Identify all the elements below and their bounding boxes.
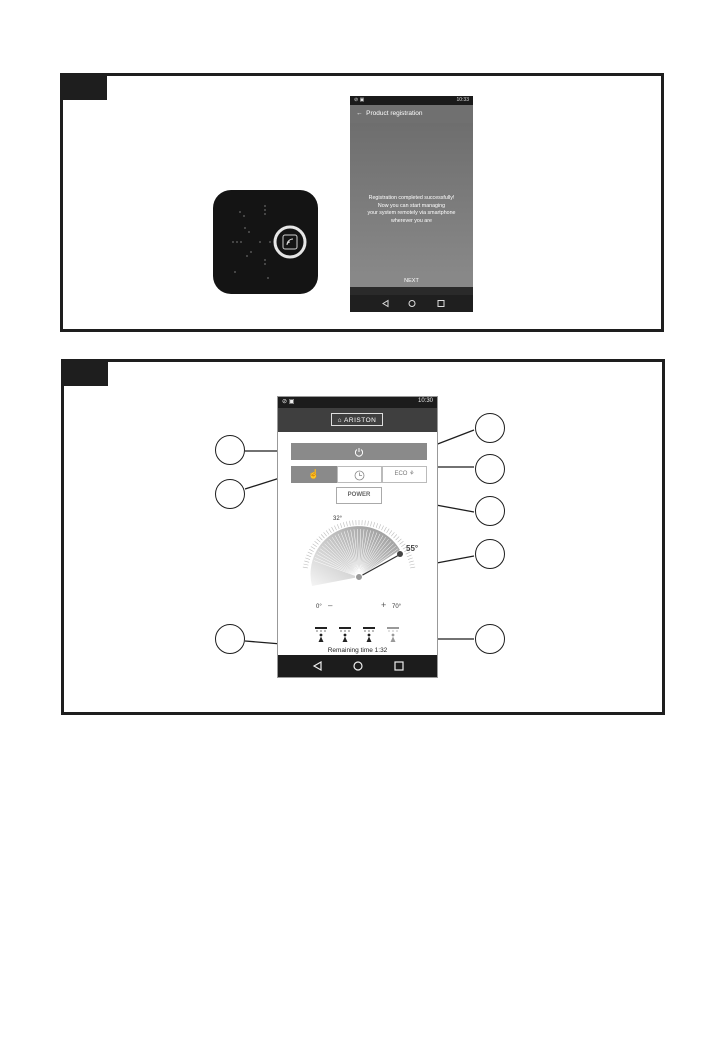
- dial-handle[interactable]: [397, 551, 403, 557]
- recents-nav-icon[interactable]: [395, 662, 403, 670]
- dial-tick: [311, 546, 315, 549]
- dial-tick: [306, 555, 311, 557]
- dial-tick: [304, 561, 309, 562]
- hand-icon: ☝: [308, 469, 320, 479]
- dial-tick: [309, 549, 313, 551]
- eco-leaf-icon: ⚘: [409, 471, 415, 477]
- status-icons-left: ⊘ ▣: [354, 97, 365, 103]
- boost-power-button[interactable]: [336, 487, 382, 504]
- dial-tick: [409, 561, 414, 562]
- message-line: Now you can start managing: [377, 202, 446, 209]
- dial-center: [356, 574, 363, 581]
- dial-tick: [305, 558, 310, 560]
- dial-tick: [343, 522, 344, 527]
- power-label: POWER: [347, 492, 371, 498]
- top-temp-label: 32°: [333, 516, 343, 522]
- dial-tick: [304, 564, 309, 565]
- dial-tick: [407, 555, 412, 557]
- status-time: 10:33: [456, 97, 469, 103]
- home-nav-icon[interactable]: [354, 662, 362, 670]
- back-nav-icon[interactable]: [314, 662, 321, 670]
- shower-icon: [339, 627, 351, 642]
- dial-tick: [365, 520, 366, 525]
- screen-title: Product registration: [366, 110, 423, 117]
- dial-tick: [303, 567, 308, 568]
- dial-tick: [373, 522, 374, 527]
- dial-tick: [315, 541, 319, 544]
- dial-tick: [346, 521, 347, 526]
- power-toggle-button[interactable]: [291, 443, 427, 460]
- dial-tick: [334, 526, 336, 531]
- brand-name: ARISTON: [344, 417, 377, 424]
- shower-icon: [363, 627, 375, 642]
- dial-tick: [349, 521, 350, 526]
- shower-indicator-row: [314, 626, 409, 644]
- dial-tick: [317, 539, 321, 542]
- callout-circle: [215, 479, 245, 509]
- dial-tick: [401, 544, 405, 547]
- dial-tick: [321, 534, 324, 538]
- min-temp-label: 0°: [316, 604, 322, 610]
- callout-circle: [475, 496, 505, 526]
- dial-tick: [368, 521, 369, 526]
- dial-tick: [387, 529, 390, 533]
- message-line: your system remotely via smartphone: [367, 210, 456, 216]
- manual-mode-button[interactable]: [291, 466, 337, 483]
- eco-label: ECO: [394, 471, 408, 477]
- status-time: 10:30: [417, 398, 433, 404]
- dial-tick: [379, 524, 381, 529]
- brand-logo: ⌂ ARISTON: [331, 413, 383, 426]
- phone-control-screen: [277, 396, 438, 678]
- program-mode-button[interactable]: [337, 466, 382, 483]
- dial-tick: [326, 530, 329, 534]
- dial-tick: [408, 558, 413, 560]
- dial-tick: [329, 529, 332, 533]
- callout-circle: [215, 624, 245, 654]
- dial-tick: [313, 544, 317, 547]
- android-nav-bar: [278, 655, 437, 677]
- remaining-time-text: Remaining time 1:32: [327, 647, 388, 654]
- callout-circle: [475, 539, 505, 569]
- shower-icon: [315, 627, 327, 642]
- app-header: [278, 408, 437, 432]
- callout-circle: [475, 624, 505, 654]
- dial-tick: [332, 527, 334, 531]
- dial-tick: [389, 530, 392, 534]
- dial-tick: [337, 524, 339, 529]
- dial-tick: [319, 537, 323, 541]
- dial-tick: [400, 541, 404, 544]
- set-temp-label: 55°: [406, 544, 419, 553]
- callout-circle: [475, 413, 505, 443]
- dial-tick: [398, 539, 402, 542]
- dial-tick: [394, 534, 397, 538]
- message-line: Registration completed successfully!: [368, 195, 455, 201]
- dial-tick: [410, 564, 415, 565]
- dial-tick: [410, 567, 415, 568]
- dial-tick: [340, 523, 342, 528]
- status-icons-left: ⊘ ▣: [282, 399, 295, 405]
- dial-tick: [384, 527, 386, 531]
- dial-tick: [391, 532, 394, 536]
- max-temp-label: 70°: [392, 604, 402, 610]
- message-line: wherever you are: [391, 217, 432, 224]
- dial-tick: [353, 520, 354, 525]
- shower-icon: [387, 627, 399, 642]
- dial-tick: [371, 521, 372, 526]
- dial-tick: [381, 526, 383, 531]
- clock-icon: [354, 470, 365, 481]
- power-icon: [354, 447, 364, 457]
- increase-button[interactable]: +: [381, 600, 387, 610]
- callout-circle: [215, 435, 245, 465]
- dial-tick: [324, 532, 327, 536]
- next-button[interactable]: NEXT: [350, 276, 473, 287]
- callout-circle: [475, 454, 505, 484]
- back-arrow-icon[interactable]: ←: [356, 110, 363, 117]
- eco-mode-button[interactable]: [382, 466, 427, 483]
- status-bar: [278, 397, 437, 408]
- decrease-button[interactable]: –: [328, 601, 333, 610]
- dial-tick: [308, 552, 312, 554]
- dial-tick: [376, 523, 378, 528]
- dial-tick: [396, 537, 400, 541]
